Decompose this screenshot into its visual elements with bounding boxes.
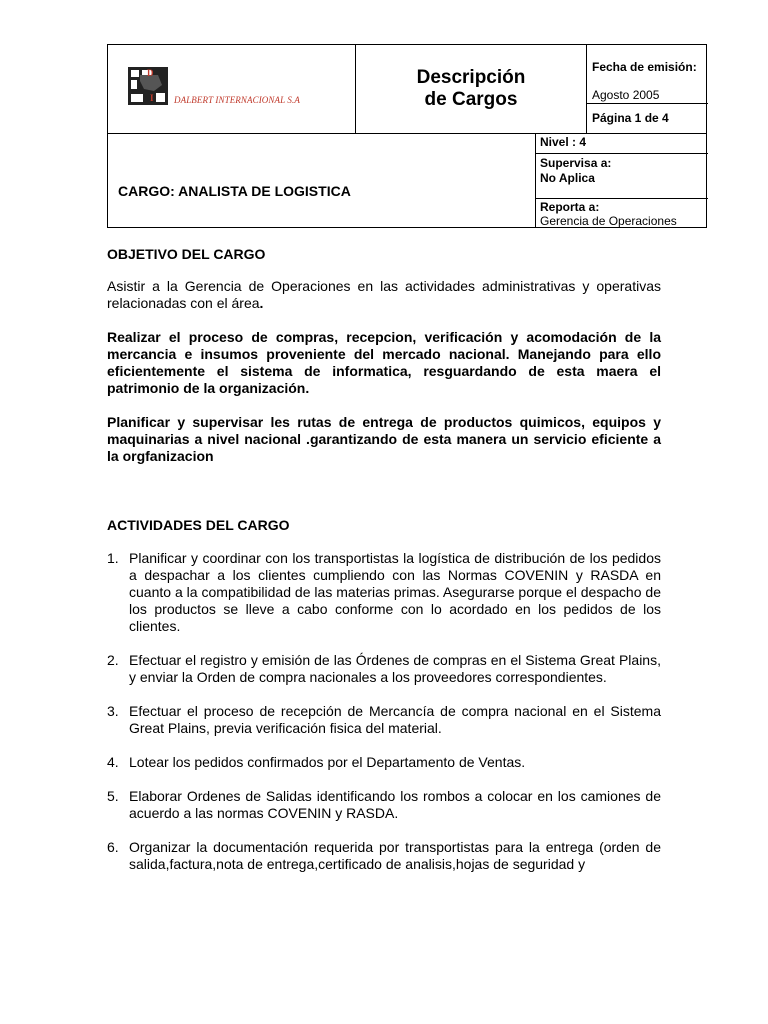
- cargo-meta: [536, 134, 708, 227]
- supervisa-label: Supervisa a:: [540, 156, 612, 170]
- header-row-top: [108, 45, 706, 134]
- company-logo-icon: [128, 67, 168, 105]
- list-item: [107, 550, 661, 635]
- item-text: Efectuar el proceso de recepción de Mercancía de compra nacional en el Sistema Great Plains, previa verificación fisica del material.: [129, 703, 661, 736]
- nivel-text: Nivel : 4: [540, 135, 587, 149]
- objetivo-heading: OBJETIVO DEL CARGO: [107, 246, 266, 262]
- list-item: [107, 754, 661, 771]
- item-text: Organizar la documentación requerida por transportistas para la entrega (orden de salida,factura,nota de entrega,certificado de analisis,hojas de seguridad y: [129, 839, 661, 872]
- item-text: Planificar y coordinar con los transportistas la logística de distribución de los pedidos a despachar a los clientes cumpliendo con las Normas COVENIN y RASDA en cuanto a la compatibilidad de las materias primas. Asegurarse porque el despacho de los productos se lleve a cabo conforme con lo acordado en los pedidos de los clientes.: [129, 550, 661, 634]
- objetivo-p1-period: .: [259, 295, 264, 311]
- item-number: 5.: [107, 788, 119, 804]
- logo-cell: [108, 45, 356, 133]
- item-number: 1.: [107, 550, 119, 566]
- title-cell: [356, 45, 587, 133]
- objetivo-paragraph-1: [107, 278, 661, 312]
- page-number: Página 1 de 4: [592, 111, 669, 125]
- issue-date-box: [587, 45, 708, 104]
- doc-title-line2: de Cargos: [424, 89, 518, 110]
- actividades-list: [107, 550, 661, 873]
- item-number: 4.: [107, 754, 119, 770]
- item-text: Lotear los pedidos confirmados por el Departamento de Ventas.: [129, 754, 526, 770]
- document-body: [107, 246, 661, 873]
- nivel-box: [536, 134, 708, 154]
- date-cell: [587, 45, 708, 133]
- objetivo-paragraph-2: Realizar el proceso de compras, recepcion, verificación y acomodación de la mercancia e insumos proveniente del mercado nacional. Manejando para ello eficientemente el sistema de informatica, resguardando de esta maera el patrimonio de la organización.: [107, 329, 661, 396]
- company-name: DALBERT INTERNACIONAL S.A: [174, 95, 300, 105]
- logo-letter-d: D: [147, 68, 154, 78]
- list-item: [107, 703, 661, 737]
- doc-title-line1: Descripción: [416, 67, 526, 88]
- reporta-value: Gerencia de Operaciones: [540, 214, 677, 228]
- list-item: [107, 839, 661, 873]
- reporta-box: [536, 199, 708, 227]
- list-item: [107, 652, 661, 686]
- cargo-title: CARGO: ANALISTA DE LOGISTICA: [118, 183, 351, 199]
- supervisa-box: [536, 154, 708, 199]
- issue-date-label: Fecha de emisión:: [592, 60, 697, 74]
- item-number: 6.: [107, 839, 119, 855]
- cargo-cell: [108, 134, 536, 227]
- item-number: 3.: [107, 703, 119, 719]
- issue-date-value: Agosto 2005: [592, 88, 660, 102]
- logo-letter-i: I: [150, 93, 154, 103]
- item-number: 2.: [107, 652, 119, 668]
- reporta-label: Reporta a:: [540, 200, 600, 214]
- objetivo-paragraph-3: Planificar y supervisar les rutas de entrega de productos quimicos, equipos y maquinarias a nivel nacional .garantizando de esta manera un servicio eficiente a la orgfanizacion: [107, 414, 661, 464]
- list-item: [107, 788, 661, 822]
- item-text: Efectuar el registro y emisión de las Órdenes de compras en el Sistema Great Plains, y enviar la Orden de compra nacionales a los proveedores correspondientes.: [129, 652, 661, 685]
- actividades-heading: ACTIVIDADES DEL CARGO: [107, 517, 290, 533]
- item-text: Elaborar Ordenes de Salidas identificando los rombos a colocar en los camiones de acuerdo a las normas COVENIN y RASDA.: [129, 788, 661, 821]
- header-table: [107, 44, 707, 228]
- objetivo-p1-text: Asistir a la Gerencia de Operaciones en las actividades administrativas y operativas relacionadas con el área: [107, 278, 661, 311]
- header-row-bottom: [108, 134, 706, 227]
- supervisa-value: No Aplica: [540, 171, 595, 185]
